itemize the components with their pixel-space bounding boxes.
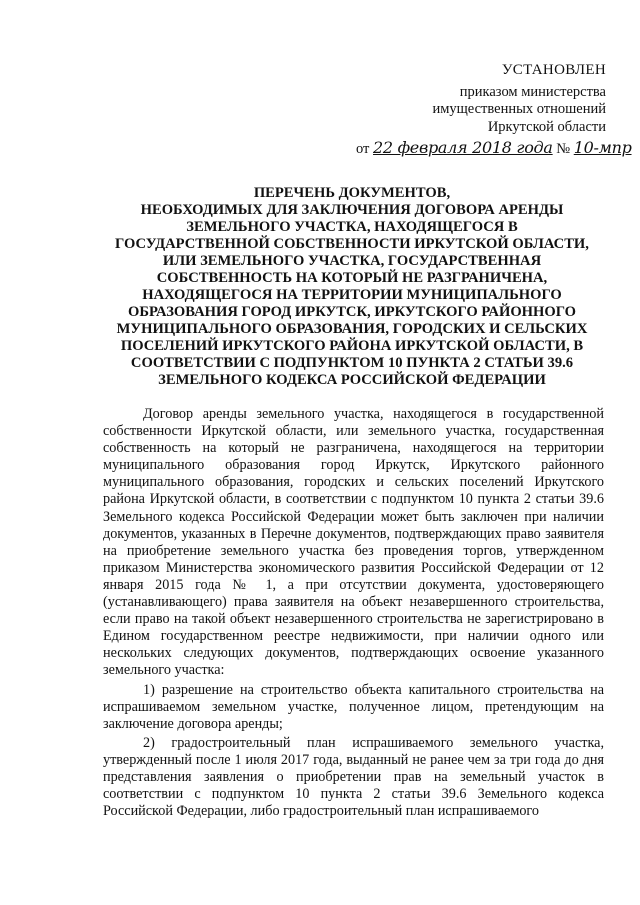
handwritten-order-number: 10-мпр [573,138,632,157]
document-title [100,185,604,389]
date-prefix: от [356,141,370,157]
title-line: ИЛИ ЗЕМЕЛЬНОГО УЧАСТКА, ГОСУДАРСТВЕННАЯ [162,253,542,269]
approval-line-2: имущественных отношений [432,101,606,117]
title-line: ГОСУДАРСТВЕННОЙ СОБСТВЕННОСТИ ИРКУТСКОЙ ОБЛАСТИ, [115,236,589,252]
title-line: НЕОБХОДИМЫХ ДЛЯ ЗАКЛЮЧЕНИЯ ДОГОВОРА АРЕНДЫ [140,202,564,218]
handwritten-date: 22 февраля 2018 года [373,138,553,157]
title-line: ЗЕМЕЛЬНОГО УЧАСТКА, НАХОДЯЩЕГОСЯ В [186,219,518,235]
title-line: МУНИЦИПАЛЬНОГО ОБРАЗОВАНИЯ, ГОРОДСКИХ И СЕЛЬСКИХ [116,321,588,337]
body-paragraph: Договор аренды земельного участка, находящегося в государственной собственности Иркутской области, или земельного участка, государственная собственность на который не разграничена, находящегося на территории муниципального образования город Иркутск, Иркутского районного муниципального образования, городских и сельских поселений Иркутского района Иркутской области, в соответствии с подпунктом 10 пункта 2 статьи 39.6 Земельного кодекса Российской Федерации может быть заключен при наличии документов, указанных в Перечне документов, подтверждающих право заявителя на приобретение земельного участка без проведения торгов, утвержденном приказом Министерства экономического развития Российской Федерации от 12 января 2015 года № 1, а при отсутствии документа, удостоверяющего (устанавливающего) права заявителя на объект незавершенного строительства, если право на такой объект незавершенного строительства не зарегистрировано в Едином государственном реестре недвижимости, при наличии одного или нескольких следующих документов, подтверждающих освоение указанного земельного участка: [103,406,604,679]
number-prefix: № [556,141,571,157]
approval-date-line [356,138,632,159]
approval-heading: УСТАНОВЛЕН [501,62,606,78]
body-paragraph: 1) разрешение на строительство объекта капитального строительства на испрашиваемом земельном участке, полученное лицом, претендующим на заключение договора аренды; [103,681,604,732]
title-line: ЗЕМЕЛЬНОГО КОДЕКСА РОССИЙСКОЙ ФЕДЕРАЦИИ [158,372,546,388]
body-paragraph: 2) градостроительный план испрашиваемого земельного участка, утвержденный после 1 июля 2017 года, выданный не ранее чем за три года до дня представления заявления о приобретении прав на земельный участок в соответствии с подпунктом 10 пункта 2 статьи 39.6 Земельного кодекса Российской Федерации, либо градостроительный план испрашиваемого [103,734,604,820]
title-line: ПОСЕЛЕНИЙ ИРКУТСКОГО РАЙОНА ИРКУТСКОЙ ОБЛАСТИ, В [120,338,584,354]
title-line: СОБСТВЕННОСТЬ НА КОТОРЫЙ НЕ РАЗГРАНИЧЕНА, [156,270,548,286]
title-line: ОБРАЗОВАНИЯ ГОРОД ИРКУТСК, ИРКУТСКОГО РАЙОННОГО [128,304,576,320]
title-line: СООТВЕТСТВИИ С ПОДПУНКТОМ 10 ПУНКТА 2 СТАТЬИ 39.6 [130,355,574,371]
approval-line-3: Иркутской области [487,118,606,135]
approval-line-1: приказом министерства [459,83,606,100]
approval-stamp-block [356,62,632,159]
title-line: ПЕРЕЧЕНЬ ДОКУМЕНТОВ, [253,185,451,201]
title-line: НАХОДЯЩЕГОСЯ НА ТЕРРИТОРИИ МУНИЦИПАЛЬНОГО [142,287,562,303]
document-body [103,406,604,820]
